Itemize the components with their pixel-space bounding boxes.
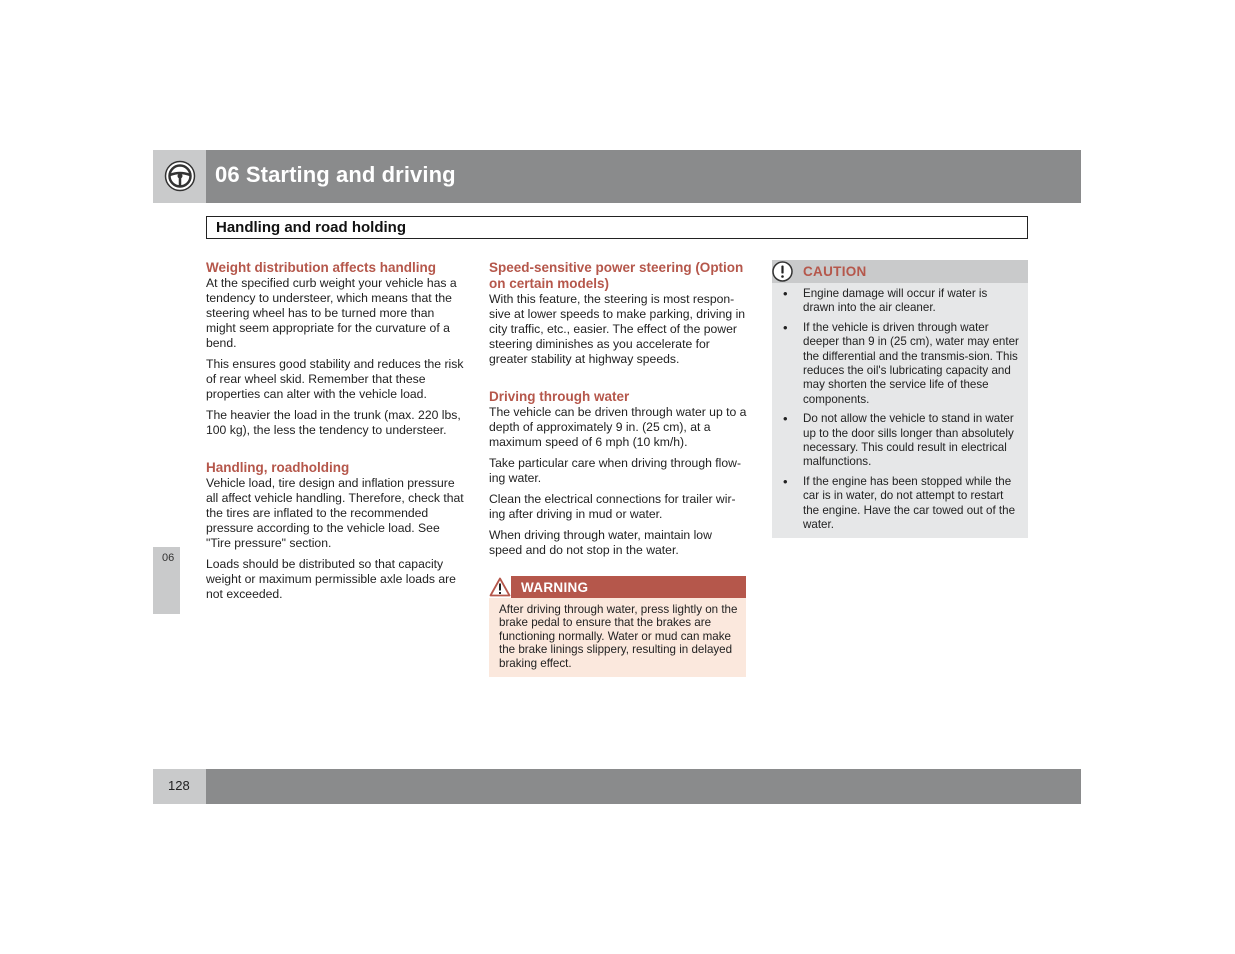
paragraph: When driving through water, maintain low speed and do not stop in the water. xyxy=(489,528,712,557)
caution-box xyxy=(772,260,1028,538)
caution-title: CAUTION xyxy=(803,264,867,279)
page-number-box xyxy=(153,769,206,804)
heading-handling-roadholding: Handling, roadholding xyxy=(206,460,350,475)
paragraph: Clean the electrical connections for trailer wir-ing after driving in mud or water. xyxy=(489,492,736,521)
paragraph: This ensures good stability and reduces the risk of rear wheel skid. Remember that these properties can alter with the vehicle load. xyxy=(206,357,464,401)
caution-header xyxy=(772,260,1028,283)
caution-list xyxy=(772,283,1028,533)
paragraph: The vehicle can be driven through water up to a depth of approximately 9 in. (25 cm), at a maximum speed of 6 mph (10 km/h). xyxy=(489,405,747,449)
warning-text: After driving through water, press lightly on the brake pedal to ensure that the brakes are functioning normally. Water or mud can make the brake linings slippery, resulting in delayed braking effect. xyxy=(499,603,738,670)
side-tab-label: 06 xyxy=(162,552,175,564)
steering-wheel-icon xyxy=(164,160,196,192)
warning-title: WARNING xyxy=(521,580,589,595)
exclamation-circle-icon xyxy=(772,261,793,282)
warning-box xyxy=(489,576,746,677)
paragraph: Take particular care when driving through flow-ing water. xyxy=(489,456,741,485)
caution-item: • Engine damage will occur if water is drawn into the air cleaner. xyxy=(803,287,1020,316)
chapter-side-tab xyxy=(153,547,180,614)
chapter-icon-box xyxy=(153,150,206,203)
caution-item: • Do not allow the vehicle to stand in water up to the door sills longer than absolutely necessary. This could result in electrical malfunctions. xyxy=(803,412,1020,470)
caution-item: • If the engine has been stopped while the car is in water, do not attempt to restart the engine. Have the car towed out of the water. xyxy=(803,475,1020,533)
paragraph: The heavier the load in the trunk (max. 220 lbs, 100 kg), the less the tendency to understeer. xyxy=(206,408,461,437)
warning-header xyxy=(489,576,746,598)
heading-power-steering: Speed-sensitive power steering (Option on certain models) xyxy=(489,260,744,291)
column-middle xyxy=(489,260,747,564)
page-footer xyxy=(153,769,1081,804)
paragraph: Loads should be distributed so that capacity weight or maximum permissible axle loads are not exceeded. xyxy=(206,557,456,601)
column-left xyxy=(206,260,466,608)
warning-triangle-icon xyxy=(489,576,511,598)
paragraph: At the specified curb weight your vehicle has a tendency to understeer, which means that the steering wheel has to be turned more than might seem appropriate for the curvature of a bend. xyxy=(206,276,457,350)
paragraph: With this feature, the steering is most respon-sive at lower speeds to make parking, driving in city traffic, etc., easier. The effect of the power steering diminishes as you accelerate for greater stability at highway speeds. xyxy=(489,292,746,366)
paragraph: Vehicle load, tire design and inflation pressure all affect vehicle handling. Therefore, check that the tires are inflated to the recommended pressure according to the vehicle load. See "Tire pressure" section. xyxy=(206,476,464,550)
heading-driving-through-water: Driving through water xyxy=(489,389,630,404)
caution-item: • If the vehicle is driven through water deeper than 9 in (25 cm), water may enter the differential and the transmis-sion. This reduces the oil's lubricating capacity and may shorten the service life of these components. xyxy=(803,321,1020,407)
chapter-title: 06 Starting and driving xyxy=(215,162,456,187)
section-title: Handling and road holding xyxy=(216,219,406,236)
heading-weight-distribution: Weight distribution affects handling xyxy=(206,260,436,275)
page-number: 128 xyxy=(168,778,190,793)
section-header xyxy=(206,216,1028,239)
